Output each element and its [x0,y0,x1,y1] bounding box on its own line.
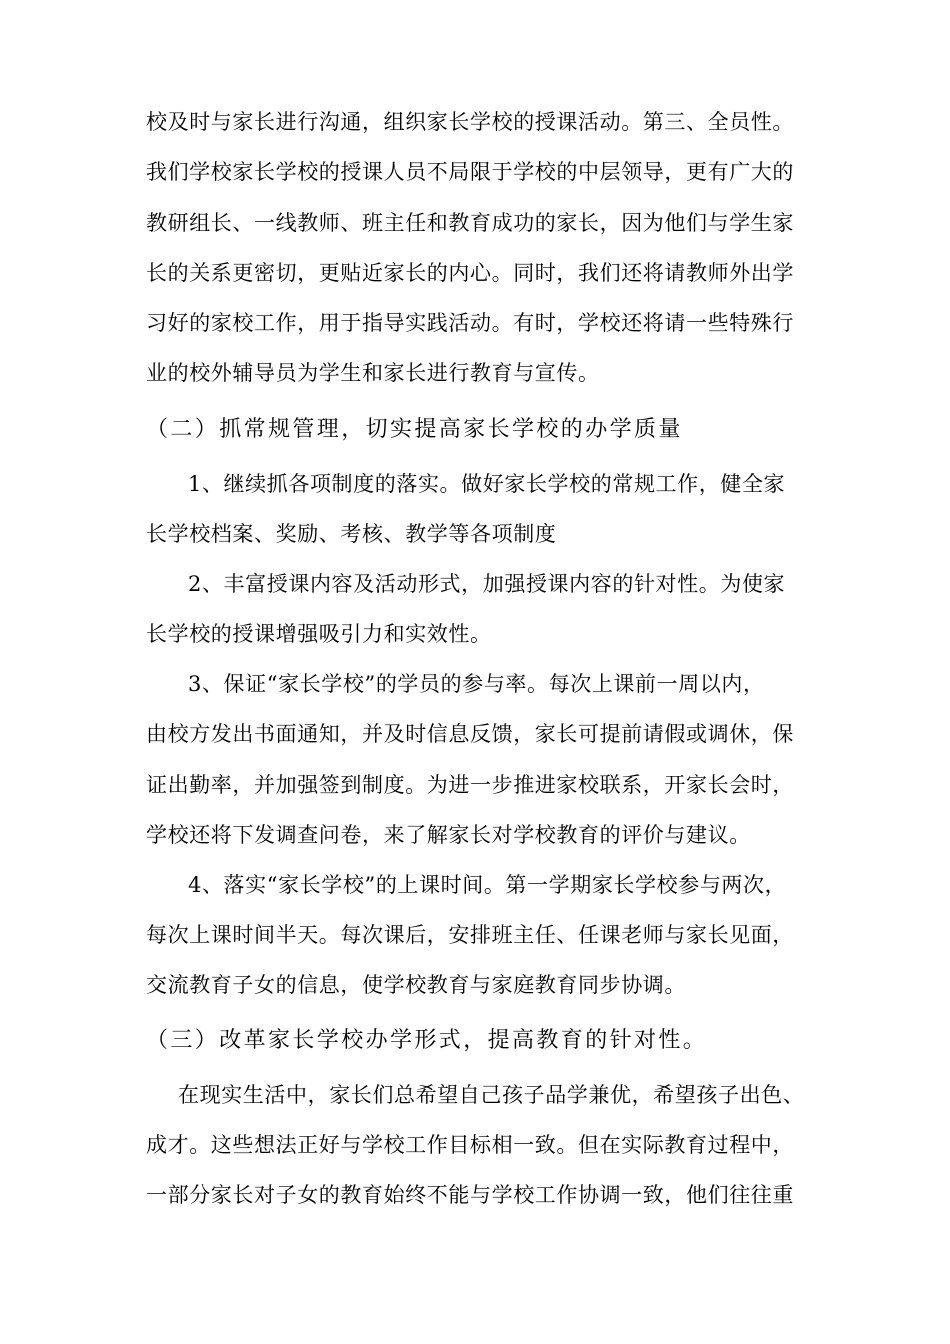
paragraph-line: 成才。这些想法正好与学校工作目标相一致。但在实际教育过程中， [146,1133,794,1157]
section-heading: （二）抓常规管理，切实提高家长学校的办学质量 [146,417,683,442]
paragraph-line: 我们学校家长学校的授课人员不局限于学校的中层领导，更有广大的 [146,160,794,184]
list-item-line: 交流教育子女的信息，使学校教育与家庭教育同步协调。 [146,973,686,997]
paragraph-line: 业的校外辅导员为学生和家长进行教育与宣传。 [146,361,600,385]
list-item-line: 长学校档案、奖励、考核、教学等各项制度 [146,522,557,546]
paragraph-line: 习好的家校工作，用于指导实践活动。有时，学校还将请一些特殊行 [146,311,794,335]
list-item-line: 由校方发出书面通知，并及时信息反馈，家长可提前请假或调休，保 [146,722,794,746]
list-item-line: 学校还将下发调查问卷，来了解家长对学校教育的评价与建议。 [146,823,751,847]
list-item-line: 1、继续抓各项制度的落实。做好家长学校的常规工作，健全家 [188,472,786,496]
list-item-line: 2、丰富授课内容及活动形式，加强授课内容的针对性。为使家 [188,572,786,596]
list-item-line: 每次上课时间半天。每次课后，安排班主任、任课老师与家长见面， [146,923,794,947]
paragraph-line: 校及时与家长进行沟通，组织家长学校的授课活动。第三、全员性。 [146,110,794,134]
section-heading: （三）改革家长学校办学形式，提高教育的针对性。 [146,1028,708,1053]
paragraph-line: 在现实生活中，家长们总希望自己孩子品学兼优，希望孩子出色、 [178,1083,805,1107]
paragraph-line: 教研组长、一线教师、班主任和教育成功的家长，因为他们与学生家 [146,211,794,235]
list-item-line: 4、落实“家长学校”的上课时间。第一学期家长学校参与两次， [188,873,787,897]
list-item-line: 证出勤率，并加强签到制度。为进一步推进家校联系，开家长会时， [146,773,794,797]
paragraph-line: 一部分家长对子女的教育始终不能与学校工作协调一致，他们往往重 [146,1183,794,1207]
paragraph-line: 长的关系更密切，更贴近家长的内心。同时，我们还将请教师外出学 [146,261,794,285]
list-item-line: 3、保证“家长学校”的学员的参与率。每次上课前一周以内， [188,672,765,696]
list-item-line: 长学校的授课增强吸引力和实效性。 [146,622,492,646]
